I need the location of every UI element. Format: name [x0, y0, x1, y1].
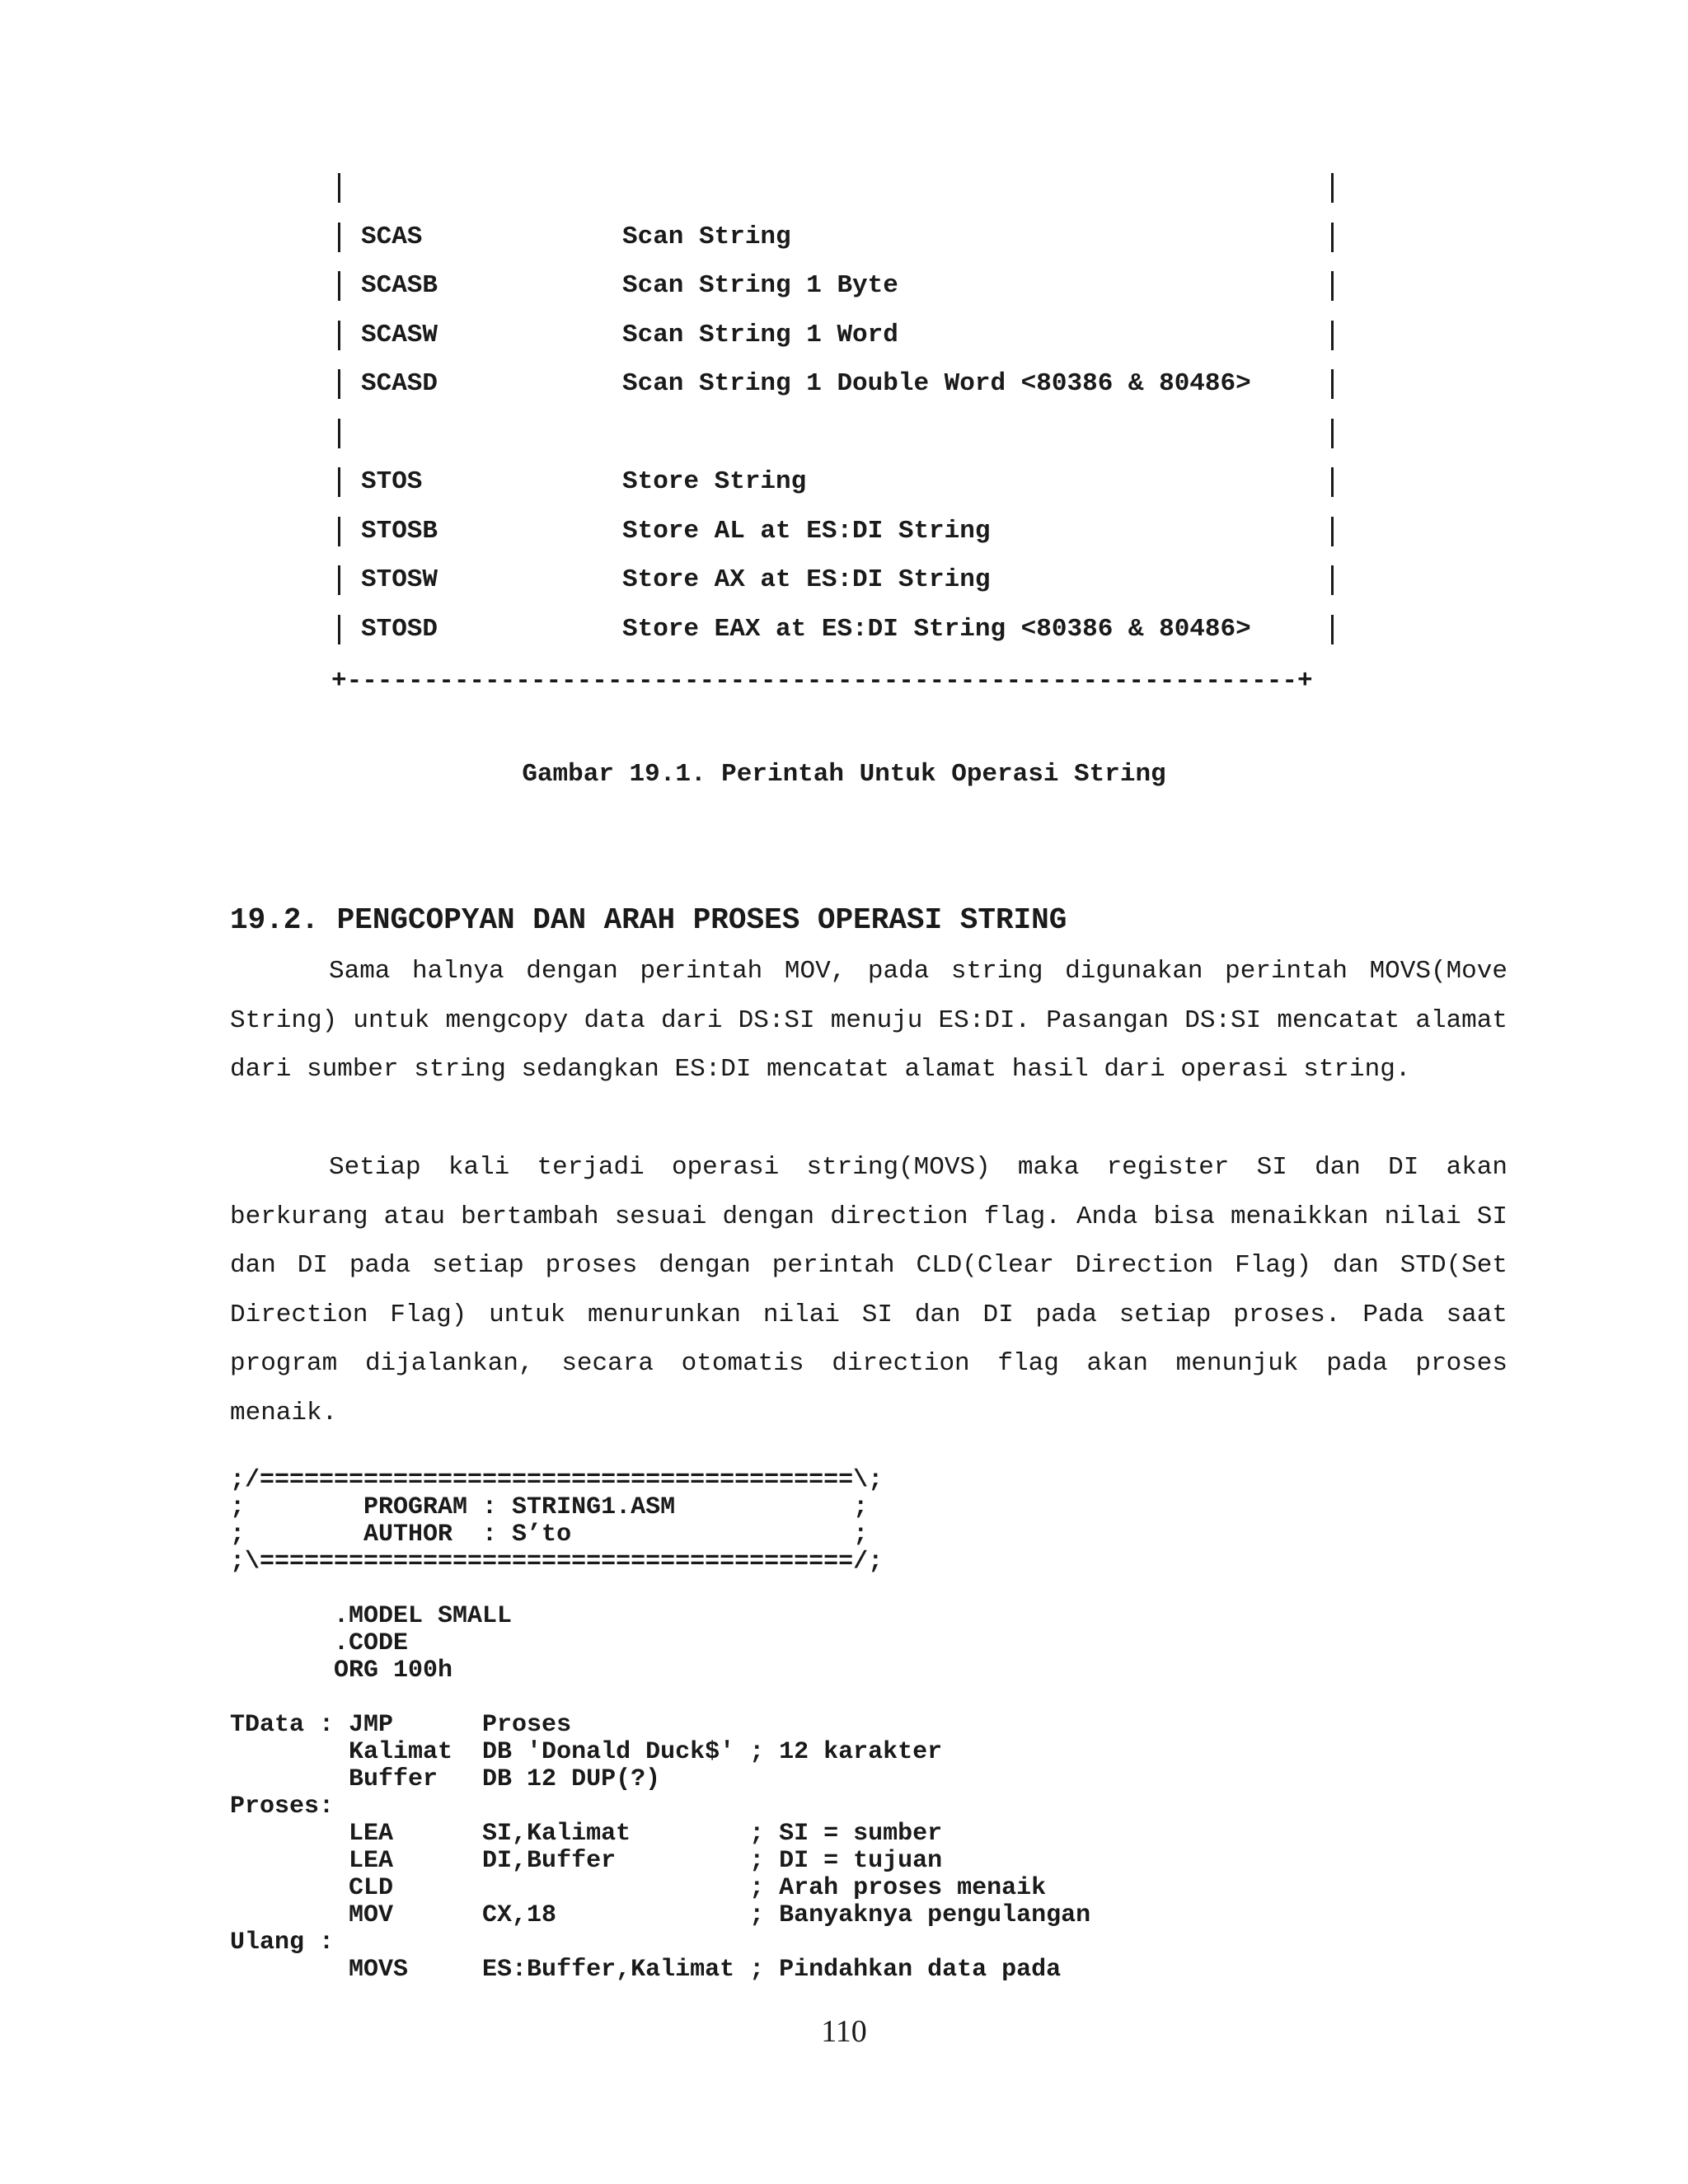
- code-line: ;/========================================\;: [230, 1466, 884, 1494]
- table-bottom-border: +--------------------------------------------------------------+: [331, 667, 1313, 696]
- instruction-description: Store AL at ES:DI String: [622, 517, 991, 546]
- table-border-left: [338, 321, 340, 350]
- table-row: [331, 171, 1347, 204]
- table-border-right: [1331, 223, 1334, 252]
- code-line: Kalimat DB 'Donald Duck$' ; 12 karakter: [230, 1738, 943, 1766]
- instruction-mnemonic: SCAS: [361, 223, 423, 251]
- instruction-description: Store EAX at ES:DI String <80386 & 80486>: [622, 615, 1251, 644]
- instruction-mnemonic: SCASD: [361, 369, 438, 398]
- table-border-left: [338, 419, 340, 448]
- table-border-right: [1331, 173, 1334, 203]
- table-border-right: [1331, 517, 1334, 546]
- table-border-left: [338, 615, 340, 644]
- section-heading: 19.2. PENGCOPYAN DAN ARAH PROSES OPERASI STRING: [230, 903, 1067, 937]
- table-border-left: [338, 565, 340, 595]
- table-border-left: [338, 517, 340, 546]
- code-line: ORG 100h: [230, 1657, 453, 1685]
- code-line: .MODEL SMALL: [230, 1602, 513, 1630]
- instruction-description: Store AX at ES:DI String: [622, 565, 991, 594]
- instruction-mnemonic: STOSD: [361, 615, 438, 644]
- table-border-right: [1331, 565, 1334, 595]
- table-border-right: [1331, 419, 1334, 448]
- code-line: .CODE: [230, 1629, 409, 1657]
- table-row: [331, 221, 1347, 254]
- code-line: MOVS ES:Buffer,Kalimat ; Pindahkan data pada: [230, 1956, 1062, 1984]
- table-border-right: [1331, 271, 1334, 301]
- table-row: [331, 564, 1347, 597]
- code-line: MOV CX,18 ; Banyaknya pengulangan: [230, 1901, 1091, 1929]
- figure-caption: Gambar 19.1. Perintah Untuk Operasi String: [522, 760, 1166, 789]
- code-line: LEA DI,Buffer ; DI = tujuan: [230, 1847, 943, 1875]
- table-border-left: [338, 467, 340, 497]
- code-line: LEA SI,Kalimat ; SI = sumber: [230, 1820, 943, 1848]
- instruction-mnemonic: SCASB: [361, 271, 438, 300]
- code-line: CLD ; Arah proses menaik: [230, 1874, 1047, 1902]
- table-border-right: [1331, 369, 1334, 399]
- table-border-right: [1331, 467, 1334, 497]
- table-border-left: [338, 223, 340, 252]
- code-line: ; PROGRAM : STRING1.ASM ;: [230, 1493, 869, 1521]
- table-border-right: [1331, 615, 1334, 644]
- table-row: [331, 269, 1347, 302]
- page-number: 110: [821, 2014, 867, 2049]
- instruction-mnemonic: STOS: [361, 467, 423, 496]
- code-line: Buffer DB 12 DUP(?): [230, 1765, 661, 1793]
- code-line: Proses:: [230, 1793, 335, 1821]
- table-row: [331, 417, 1347, 450]
- code-line: [230, 1685, 1090, 1712]
- instruction-description: Scan String 1 Word: [622, 321, 898, 349]
- instruction-mnemonic: STOSW: [361, 565, 438, 594]
- table-row: [331, 466, 1347, 499]
- instruction-description: Scan String 1 Double Word <80386 & 80486>: [622, 369, 1251, 398]
- body-paragraph: Sama halnya dengan perintah MOV, pada string digunakan perintah MOVS(Move String) untuk mengcopy data dari DS:SI menuju ES:DI. Pasangan DS:SI mencatat alamat dari sumber string sedangkan ES:DI mencatat alamat hasil dari operasi string.: [230, 957, 1507, 1084]
- instruction-mnemonic: STOSB: [361, 517, 438, 546]
- table-row: [331, 515, 1347, 548]
- table-row: [331, 368, 1347, 401]
- table-border-left: [338, 271, 340, 301]
- instruction-mnemonic: SCASW: [361, 321, 438, 349]
- instruction-description: Store String: [622, 467, 807, 496]
- code-listing: [230, 1467, 1090, 1984]
- table-border-left: [338, 173, 340, 203]
- instruction-description: Scan String: [622, 223, 791, 251]
- body-paragraph: Setiap kali terjadi operasi string(MOVS) maka register SI dan DI akan berkurang atau bertambah sesuai dengan direction flag. Anda bisa menaikkan nilai SI dan DI pada setiap proses dengan perintah CLD(Clear Direction Flag) dan STD(Set Direction Flag) untuk menurunkan nilai SI dan DI pada setiap proses. Pada saat program dijalankan, secara otomatis direction flag akan menunjuk pada proses menaik.: [230, 1153, 1507, 1427]
- instruction-description: Scan String 1 Byte: [622, 271, 898, 300]
- table-border-right: [1331, 321, 1334, 350]
- code-line: [230, 1576, 1090, 1603]
- code-line: Ulang :: [230, 1929, 335, 1957]
- table-row: [331, 319, 1347, 352]
- table-border-left: [338, 369, 340, 399]
- code-line: TData : JMP Proses: [230, 1711, 572, 1739]
- table-row: [331, 613, 1347, 646]
- instruction-table: [331, 171, 1347, 696]
- code-line: ;\========================================/;: [230, 1548, 884, 1576]
- code-line: ; AUTHOR : S’to ;: [230, 1521, 869, 1549]
